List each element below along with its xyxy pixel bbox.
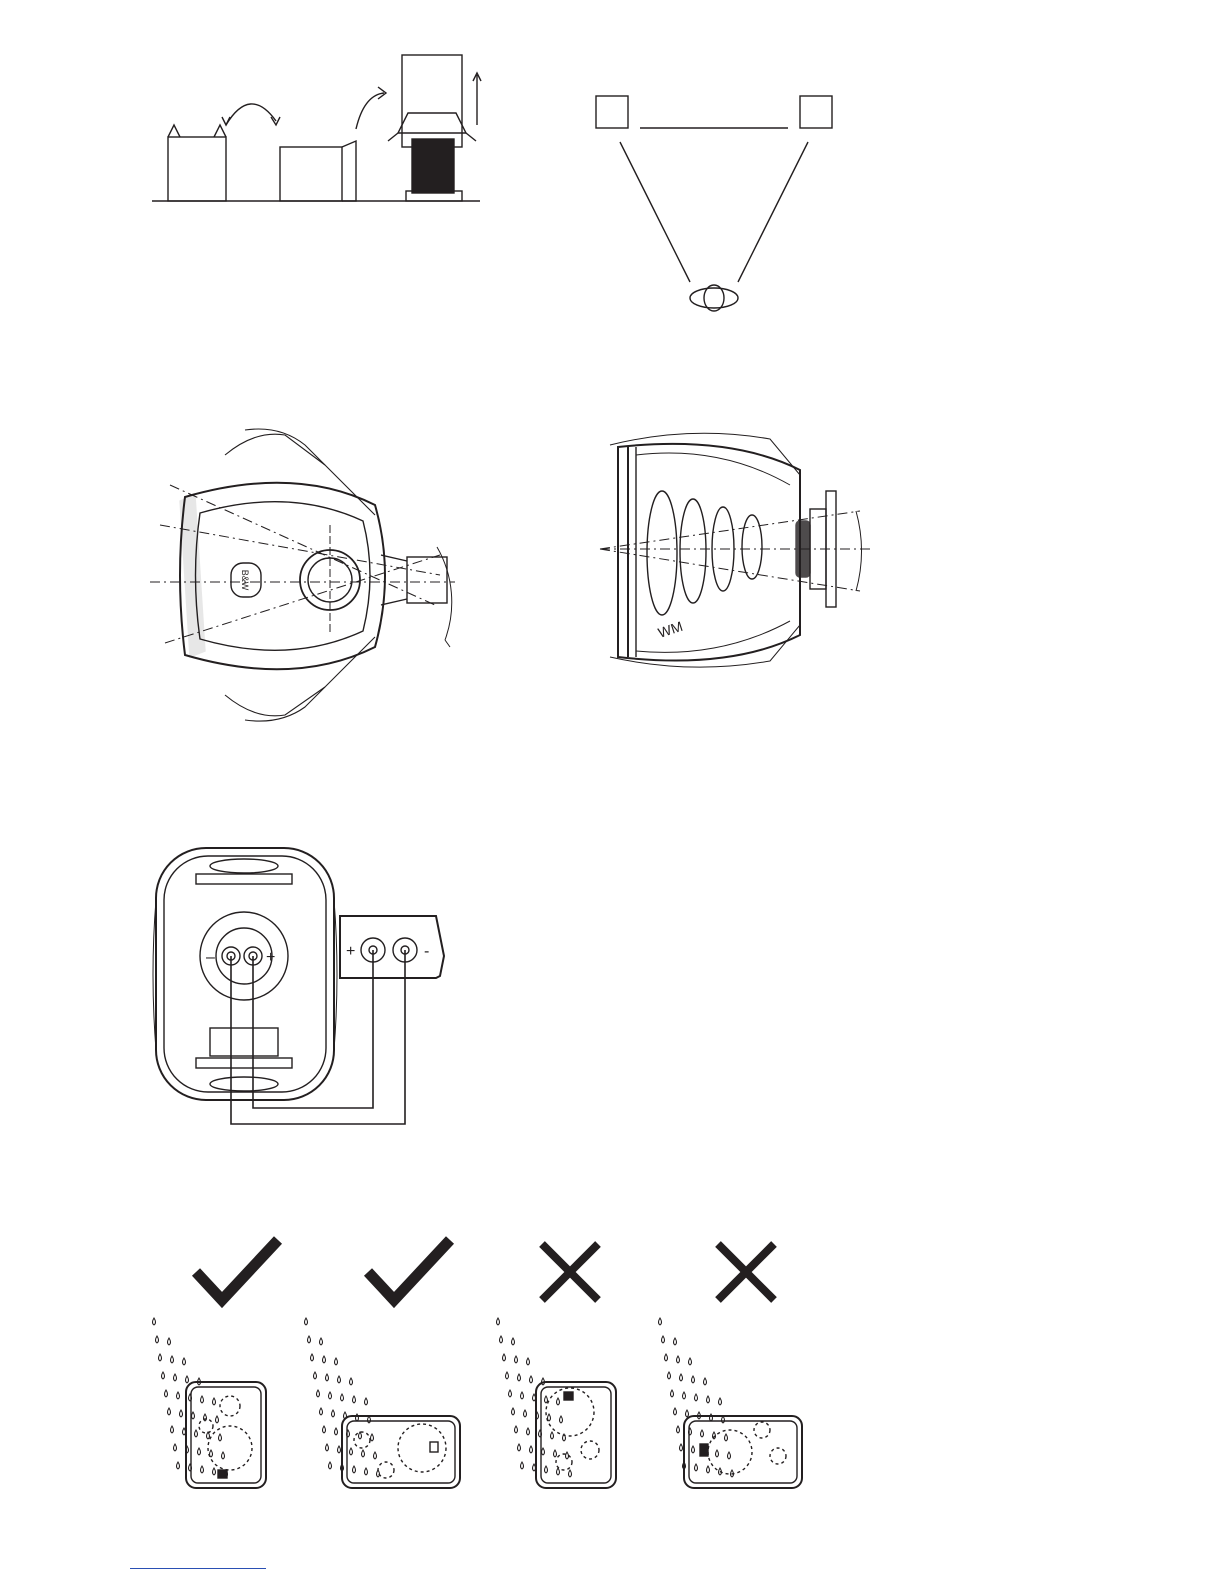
raindrop: [551, 1432, 554, 1439]
raindrop: [557, 1398, 560, 1405]
raindrop: [171, 1356, 174, 1363]
speaker-landscape-port-left: [684, 1416, 802, 1488]
raindrop: [719, 1398, 722, 1405]
raindrop: [545, 1466, 548, 1473]
raindrop: [524, 1410, 527, 1417]
raindrop: [680, 1374, 683, 1381]
raindrop: [162, 1372, 165, 1379]
speaker-rear-panel: [153, 848, 337, 1100]
raindrop: [177, 1462, 180, 1469]
raindrop: [171, 1426, 174, 1433]
raindrop: [153, 1318, 156, 1325]
raindrop: [216, 1416, 219, 1423]
raindrop: [527, 1358, 530, 1365]
raindrop: [674, 1338, 677, 1345]
cross-mark-icon: [718, 1244, 774, 1300]
raindrop: [338, 1446, 341, 1453]
raindrop: [365, 1468, 368, 1475]
raindrop: [509, 1390, 512, 1397]
wiring-diagram: [150, 840, 470, 1135]
raindrop: [213, 1468, 216, 1475]
raindrop: [692, 1376, 695, 1383]
amplifier-negative-label: -: [424, 943, 430, 960]
raindrop: [353, 1466, 356, 1473]
raindrop: [680, 1444, 683, 1451]
speaker-negative-label: –: [206, 949, 215, 966]
raindrop: [557, 1468, 560, 1475]
raindrop: [201, 1466, 204, 1473]
raindrop: [156, 1336, 159, 1343]
raindrop: [527, 1428, 530, 1435]
raindrop: [686, 1410, 689, 1417]
raindrop: [515, 1356, 518, 1363]
raindrop: [374, 1452, 377, 1459]
open-box-icon: [168, 125, 226, 201]
raindrop: [189, 1464, 192, 1471]
raindrop: [213, 1398, 216, 1405]
raindrop: [201, 1396, 204, 1403]
raindrop: [186, 1376, 189, 1383]
raindrop: [725, 1434, 728, 1441]
raindrop: [512, 1408, 515, 1415]
raindrop: [722, 1416, 725, 1423]
speaker-positive-label: +: [266, 949, 276, 966]
raindrop: [165, 1390, 168, 1397]
raindrop: [515, 1426, 518, 1433]
raindrop: [174, 1444, 177, 1451]
raindrop: [683, 1392, 686, 1399]
raindrop: [326, 1374, 329, 1381]
raindrop: [545, 1396, 548, 1403]
raindrop: [320, 1338, 323, 1345]
raindrop: [377, 1470, 380, 1477]
raindrop: [689, 1358, 692, 1365]
raindrop: [521, 1462, 524, 1469]
raindrop: [350, 1448, 353, 1455]
raindrop: [530, 1446, 533, 1453]
raindrop: [533, 1464, 536, 1471]
raindrop: [668, 1372, 671, 1379]
raindrop: [168, 1338, 171, 1345]
stereo-setup-diagram: [590, 90, 850, 320]
footer-rule: [130, 1568, 266, 1569]
raindrop: [353, 1396, 356, 1403]
rotate-arrow-icon: [222, 104, 280, 125]
raindrop: [713, 1432, 716, 1439]
raindrop: [569, 1470, 572, 1477]
raindrop: [308, 1336, 311, 1343]
raindrop: [168, 1408, 171, 1415]
raindrop: [362, 1450, 365, 1457]
raindrop: [305, 1318, 308, 1325]
raindrop: [716, 1450, 719, 1457]
raindrop: [677, 1356, 680, 1363]
wall-mount-angle-diagram: [145, 425, 465, 725]
raindrop: [692, 1446, 695, 1453]
raindrop: [371, 1434, 374, 1441]
raindrop: [335, 1358, 338, 1365]
amplifier-positive-label: +: [346, 943, 356, 960]
raindrop: [189, 1394, 192, 1401]
raindrop: [530, 1376, 533, 1383]
cross-mark-icon: [542, 1244, 598, 1300]
raindrop: [539, 1430, 542, 1437]
raindrop: [704, 1378, 707, 1385]
raindrop: [174, 1374, 177, 1381]
raindrop: [314, 1372, 317, 1379]
raindrop: [500, 1336, 503, 1343]
unpacking-diagram: [140, 45, 500, 215]
orientation-diagram: [150, 1230, 830, 1490]
raindrop: [219, 1434, 222, 1441]
positive-cable: [253, 950, 373, 1108]
raindrop: [183, 1428, 186, 1435]
left-speaker-icon: [596, 96, 628, 128]
raindrop: [518, 1374, 521, 1381]
check-mark-icon: [368, 1240, 450, 1300]
raindrop: [542, 1448, 545, 1455]
raindrop: [365, 1398, 368, 1405]
raindrop: [210, 1450, 213, 1457]
raindrop: [159, 1354, 162, 1361]
raindrop: [198, 1448, 201, 1455]
raindrop: [707, 1396, 710, 1403]
raindrop: [177, 1392, 180, 1399]
listener-icon: [690, 285, 738, 311]
raindrop: [332, 1410, 335, 1417]
raindrop: [180, 1410, 183, 1417]
lifted-box-icon: [388, 55, 476, 147]
raindrop: [323, 1426, 326, 1433]
lift-arrow-icon: [473, 73, 481, 125]
raindrop: [728, 1452, 731, 1459]
raindrop: [665, 1354, 668, 1361]
raindrop: [329, 1392, 332, 1399]
raindrop: [326, 1444, 329, 1451]
raindrop: [335, 1428, 338, 1435]
raindrop: [518, 1444, 521, 1451]
raindrop: [533, 1394, 536, 1401]
raindrop: [222, 1452, 225, 1459]
raindrop: [512, 1338, 515, 1345]
rain-drops: [153, 1318, 734, 1477]
raindrop: [347, 1430, 350, 1437]
raindrop: [329, 1462, 332, 1469]
raindrop: [695, 1464, 698, 1471]
raindrop: [341, 1394, 344, 1401]
check-mark-icon: [196, 1240, 278, 1300]
raindrop: [204, 1414, 207, 1421]
raindrop: [689, 1428, 692, 1435]
raindrop: [662, 1336, 665, 1343]
raindrop: [323, 1356, 326, 1363]
raindrop: [566, 1452, 569, 1459]
raindrop: [554, 1450, 557, 1457]
raindrop: [707, 1466, 710, 1473]
raindrop: [192, 1412, 195, 1419]
raindrop: [677, 1426, 680, 1433]
raindrop: [320, 1408, 323, 1415]
speaker-portrait-port-down: [186, 1382, 266, 1488]
raindrop: [701, 1430, 704, 1437]
raindrop: [195, 1430, 198, 1437]
logo-text: B&W: [240, 569, 250, 591]
raindrop: [311, 1354, 314, 1361]
logo-text: WM: [655, 617, 685, 641]
raindrop: [497, 1318, 500, 1325]
inverted-box-icon: [280, 141, 356, 201]
raindrop: [674, 1408, 677, 1415]
speaker-landscape-port-side: [342, 1416, 460, 1488]
raindrop: [671, 1390, 674, 1397]
ceiling-mount-angle-diagram: [590, 425, 890, 685]
raindrop: [521, 1392, 524, 1399]
speaker-portrait-port-up: [536, 1382, 616, 1488]
raindrop: [368, 1416, 371, 1423]
raindrop: [506, 1372, 509, 1379]
right-speaker-icon: [800, 96, 832, 128]
raindrop: [548, 1414, 551, 1421]
raindrop: [338, 1376, 341, 1383]
raindrop: [503, 1354, 506, 1361]
raindrop: [695, 1394, 698, 1401]
raindrop: [350, 1378, 353, 1385]
raindrop: [560, 1416, 563, 1423]
raindrop: [659, 1318, 662, 1325]
raindrop: [359, 1432, 362, 1439]
raindrop: [183, 1358, 186, 1365]
raindrop: [317, 1390, 320, 1397]
negative-cable: [231, 950, 405, 1124]
